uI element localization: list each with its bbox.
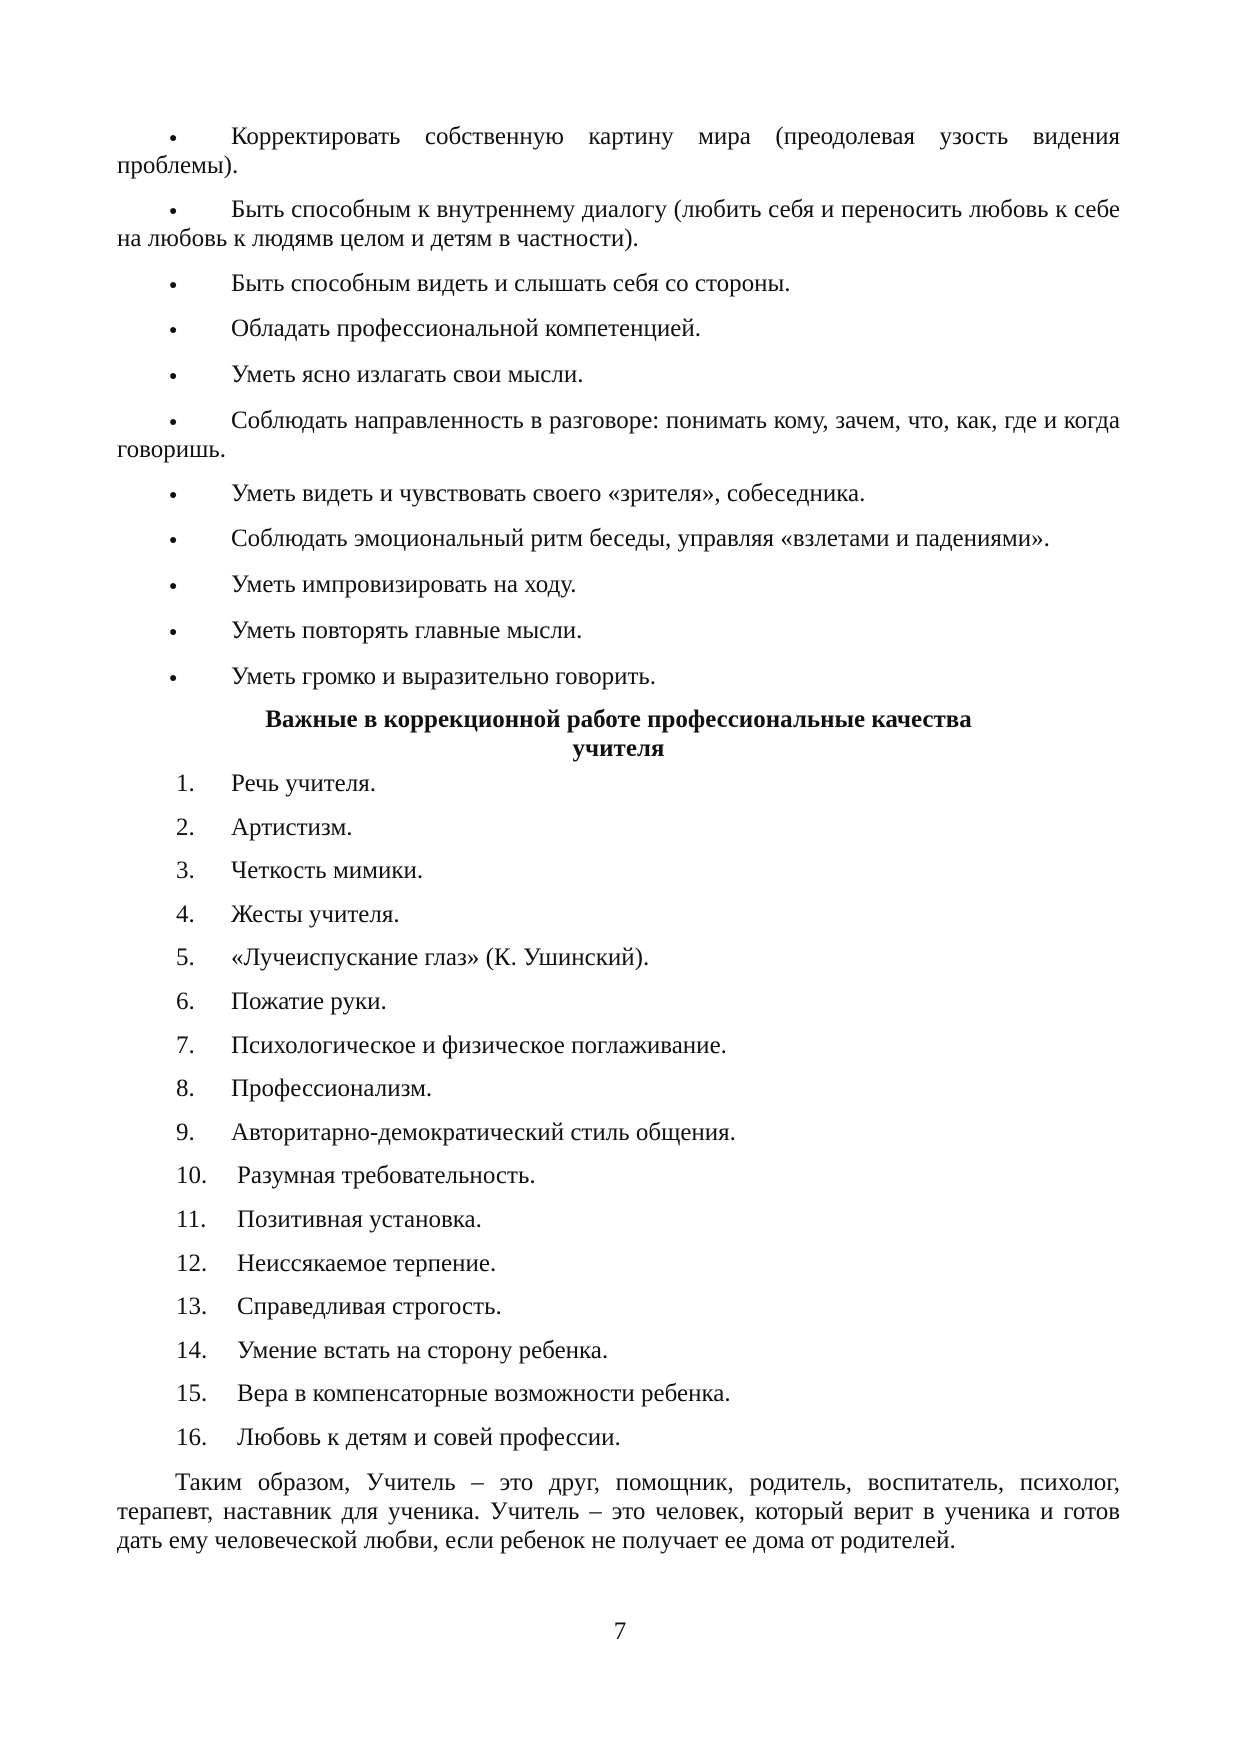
bullet-text: Соблюдать направленность в разговоре: понимать кому, зачем, что, как, где и когда говоришь. bbox=[117, 407, 1120, 463]
bullet-icon: ● bbox=[169, 625, 178, 640]
bullet-icon: ● bbox=[169, 323, 178, 338]
conclusion-paragraph bbox=[117, 1468, 1120, 1555]
bullet-text: Корректировать собственную картину мира (преодолевая узость видения проблемы). bbox=[117, 123, 1120, 179]
item-number: 10. bbox=[176, 1162, 208, 1190]
bullet-text: Соблюдать эмоциональный ритм беседы, управляя «взлетами и падениями». bbox=[231, 525, 1050, 552]
item-number: 2. bbox=[176, 813, 195, 841]
item-number: 6. bbox=[176, 988, 195, 1015]
item-number: 12. bbox=[176, 1249, 208, 1277]
item-text: Справедливая строгость. bbox=[237, 1293, 502, 1321]
item-number: 13. bbox=[176, 1293, 208, 1321]
bullet-text: Уметь импровизировать на ходу. bbox=[231, 571, 577, 598]
item-number: 7. bbox=[176, 1031, 195, 1059]
item-text: Вера в компенсаторные возможности ребенка. bbox=[237, 1380, 731, 1408]
item-text: Профессионализм. bbox=[231, 1075, 433, 1103]
section-heading-line1: Важные в коррекционной работе профессиональные качества bbox=[265, 706, 972, 733]
bullet-item bbox=[117, 570, 1120, 599]
bullet-icon: ● bbox=[169, 415, 178, 430]
item-text: Пожатие руки. bbox=[231, 988, 387, 1015]
item-text: Жесты учителя. bbox=[231, 900, 400, 928]
item-text: Речь учителя. bbox=[231, 770, 376, 797]
bullet-item bbox=[117, 524, 1120, 553]
bullet-icon: ● bbox=[169, 278, 178, 293]
bullet-icon: ● bbox=[169, 579, 178, 594]
item-text: Психологическое и физическое поглаживание. bbox=[231, 1031, 727, 1059]
item-text: Любовь к детям и совей профессии. bbox=[237, 1424, 621, 1451]
item-number: 16. bbox=[176, 1424, 208, 1451]
bullet-item bbox=[117, 406, 1120, 464]
bullet-icon: ● bbox=[169, 369, 178, 384]
section-heading-line2: учителя bbox=[572, 735, 665, 762]
bullet-item bbox=[117, 662, 1120, 691]
conclusion-text: Таким образом, Учитель – это друг, помощник, родитель, воспитатель, психолог, терапевт, наставник для ученика. Учитель – это человек, который верит в ученика и готов дать ему человеческой любви, если ребенок не получает ее дома от родителей. bbox=[117, 1469, 1120, 1554]
item-text: Авторитарно-демократический стиль общения. bbox=[231, 1118, 736, 1146]
item-text: Позитивная установка. bbox=[237, 1206, 482, 1233]
item-number: 14. bbox=[176, 1336, 208, 1364]
item-text: «Лучеиспускание глаз» (К. Ушинский). bbox=[231, 944, 650, 972]
bullet-icon: ● bbox=[169, 488, 178, 503]
bullet-item bbox=[117, 479, 1120, 508]
bullet-icon: ● bbox=[169, 131, 178, 146]
bullet-item bbox=[117, 360, 1120, 389]
page-number: 7 bbox=[613, 1618, 627, 1645]
bullet-text: Обладать профессиональной компетенцией. bbox=[231, 315, 701, 342]
item-number: 8. bbox=[176, 1075, 195, 1103]
bullet-icon: ● bbox=[169, 671, 178, 686]
bullet-text: Уметь громко и выразительно говорить. bbox=[231, 663, 657, 690]
item-text: Умение встать на сторону ребенка. bbox=[237, 1336, 609, 1364]
item-number: 3. bbox=[176, 857, 195, 885]
bullet-text: Уметь повторять главные мысли. bbox=[231, 617, 583, 644]
item-text: Разумная требовательность. bbox=[237, 1162, 536, 1190]
bullet-icon: ● bbox=[169, 533, 178, 548]
bullet-item bbox=[117, 314, 1120, 343]
item-number: 11. bbox=[176, 1206, 207, 1233]
item-number: 15. bbox=[176, 1380, 208, 1408]
item-number: 5. bbox=[176, 944, 195, 972]
item-number: 1. bbox=[176, 770, 195, 797]
bullet-item bbox=[117, 616, 1120, 645]
item-text: Артистизм. bbox=[231, 813, 353, 841]
bullet-text: Уметь видеть и чувствовать своего «зрителя», собеседника. bbox=[231, 480, 866, 507]
item-text: Неиссякаемое терпение. bbox=[237, 1249, 497, 1277]
bullet-item bbox=[117, 122, 1120, 180]
bullet-text: Быть способным видеть и слышать себя со стороны. bbox=[231, 270, 791, 297]
bullet-item bbox=[117, 269, 1120, 298]
item-number: 4. bbox=[176, 900, 195, 928]
bullet-icon: ● bbox=[169, 204, 178, 219]
item-number: 9. bbox=[176, 1118, 195, 1146]
bullet-text: Быть способным к внутреннему диалогу (любить себя и переносить любовь к себе на любовь к людямв целом и детям в частности). bbox=[117, 196, 1120, 252]
bullet-item bbox=[117, 195, 1120, 253]
bullet-text: Уметь ясно излагать свои мысли. bbox=[231, 361, 584, 388]
item-text: Четкость мимики. bbox=[231, 857, 424, 885]
